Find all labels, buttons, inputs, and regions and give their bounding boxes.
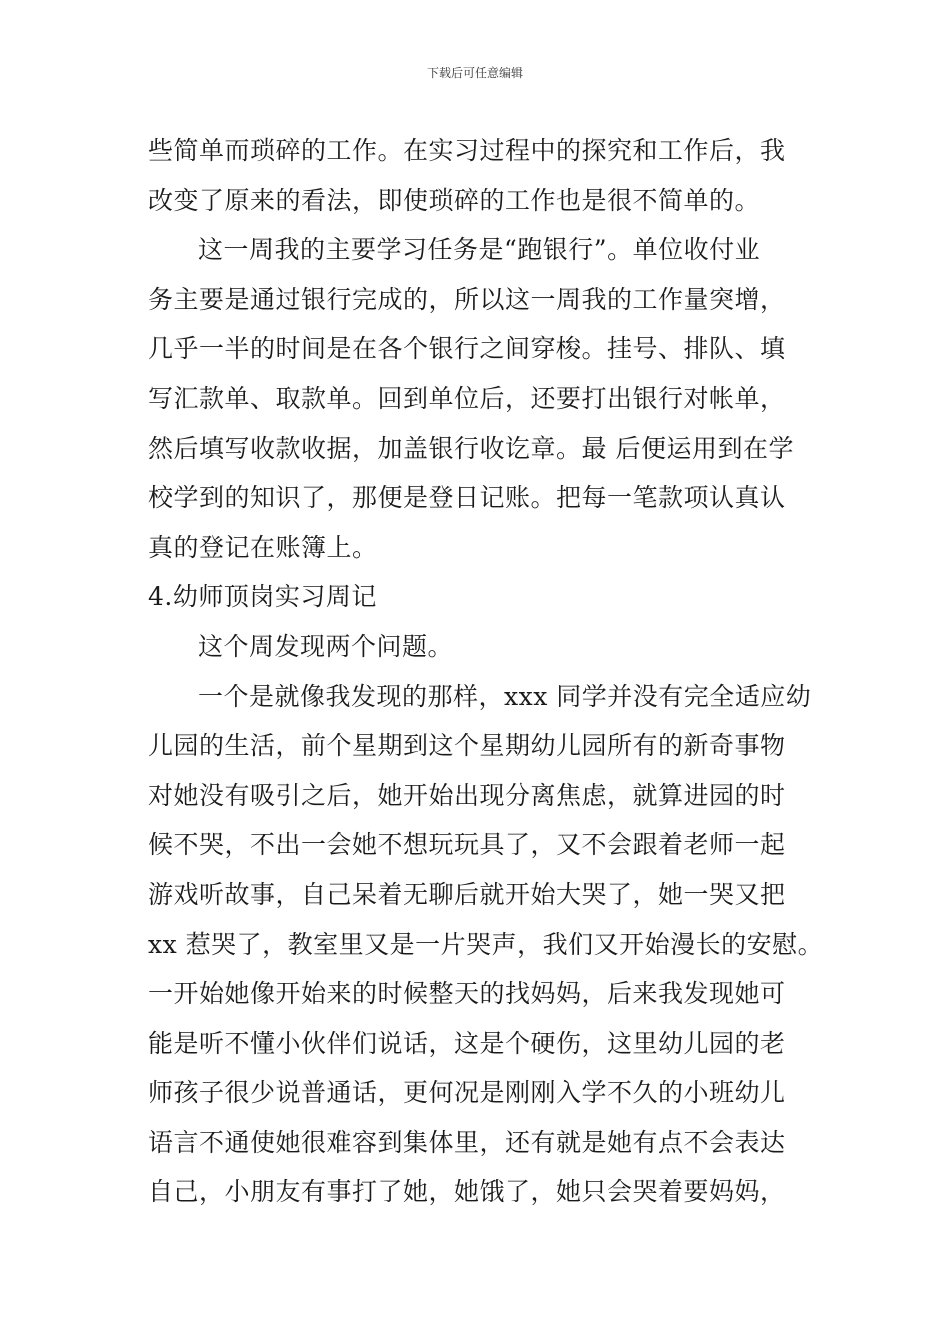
text-line: 语言不通使她很难容到集体里，还有就是她有点不会表达: [148, 1127, 786, 1157]
text-line: 候不哭，不出一会她不想玩玩具了，又不会跟着老师一起: [148, 830, 786, 860]
text-line: 儿园的生活，前个星期到这个星期幼儿园所有的新奇事物: [148, 731, 786, 761]
text-line: 写汇款单、取款单。回到单位后，还要打出银行对帐单，: [148, 383, 786, 413]
text-line: 几乎一半的时间是在各个银行之间穿梭。挂号、排队、填: [148, 334, 786, 364]
text-line: 真的登记在账簿上。: [148, 532, 378, 562]
text-line: 然后填写收款收据，加盖银行收讫章。最 后便运用到在学: [148, 433, 794, 463]
text-line: 一个是就像我发现的那样，xxx 同学并没有完全适应幼: [198, 681, 812, 711]
text-line: 校学到的知识了，那便是登日记账。把每一笔款项认真认: [148, 483, 786, 513]
text-line: 一开始她像开始来的时候整天的找妈妈，后来我发现她可: [148, 979, 786, 1009]
text-line: 对她没有吸引之后，她开始出现分离焦虑，就算进园的时: [148, 780, 786, 810]
text-line: 些简单而琐碎的工作。在实习过程中的探究和工作后，我: [148, 136, 786, 165]
text-line: xx 惹哭了，教室里又是一片哭声，我们又开始漫长的安慰。: [148, 929, 824, 959]
text-line: 这个周发现两个问题。: [198, 631, 454, 661]
text-line: 师孩子很少说普通话，更何况是刚刚入学不久的小班幼儿: [148, 1078, 786, 1108]
text-line: 这一周我的主要学习任务是“跑银行”。单位收付业: [198, 235, 761, 265]
section-heading: 4.幼师顶岗实习周记: [148, 582, 377, 612]
text-line: 游戏听故事，自己呆着无聊后就开始大哭了，她一哭又把: [148, 879, 786, 909]
text-line: 务主要是通过银行完成的，所以这一周我的工作量突增，: [148, 284, 786, 314]
text-line: 能是听不懂小伙伴们说话，这是个硬伤，这里幼儿园的老: [148, 1028, 786, 1058]
document-body: [148, 126, 828, 1217]
page-header: 下载后可任意编辑: [426, 66, 523, 80]
text-line: 改变了原来的看法，即使琐碎的工作也是很不简单的。: [148, 185, 761, 215]
text-line: 自己，小朋友有事打了她，她饿了，她只会哭着要妈妈，: [148, 1177, 786, 1207]
